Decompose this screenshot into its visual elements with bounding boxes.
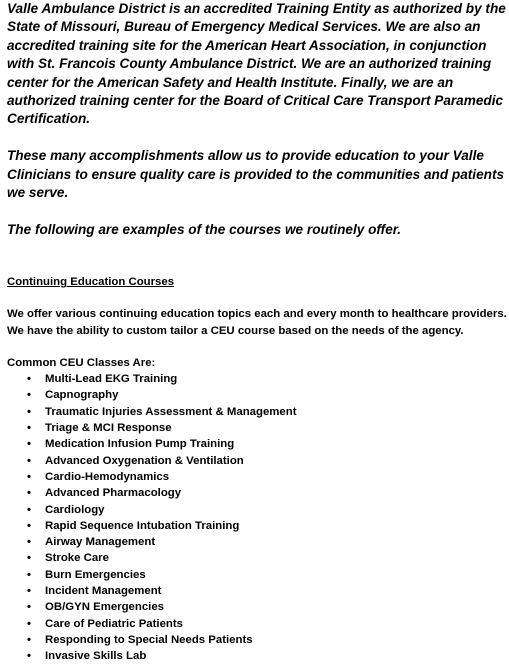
list-item (7, 502, 507, 518)
list-item (7, 567, 507, 583)
list-item (7, 469, 507, 485)
list-item (7, 420, 507, 436)
bullet-icon: • (27, 405, 31, 418)
bullet-icon: • (27, 389, 31, 402)
ceu-class-name: Burn Emergencies (45, 568, 146, 581)
list-item (7, 616, 507, 632)
bullet-icon: • (27, 601, 31, 614)
intro-paragraph-accreditation: Valle Ambulance District is an accredited Training Entity as authorized by the State of Missouri, Bureau of Emergency Medical Services. We are also an accredited training site for the American Heart Association, in conjunction with St. Francois County Ambulance District. We are an authorized training center for the American Safety and Health Institute. Finally, we are an authorized training center for the Board of Critical Care Transport Paramedic Certification. (7, 1, 506, 127)
bullet-icon: • (27, 650, 31, 663)
ceu-class-name: OB/GYN Emergencies (45, 601, 165, 614)
ceu-class-name: Cardio-Hemodynamics (45, 470, 170, 483)
ceu-class-name: Stroke Care (45, 552, 109, 565)
list-item (7, 599, 507, 615)
section-heading-continuing-education: Continuing Education Courses (7, 276, 175, 289)
bullet-icon: • (27, 552, 31, 565)
ceu-class-name: Advanced Pharmacology (45, 487, 182, 500)
ceu-class-name: Care of Pediatric Patients (45, 617, 184, 630)
bullet-icon: • (27, 422, 31, 435)
bullet-icon: • (27, 454, 31, 467)
ceu-class-name: Invasive Skills Lab (45, 650, 147, 663)
ceu-description: We offer various continuing education topics each and every month to healthcare providers. We have the ability to custom tailor a CEU course based on the needs of the agency. (7, 308, 507, 337)
ceu-class-name: Traumatic Injuries Assessment & Management (45, 405, 297, 418)
list-item (7, 485, 507, 501)
list-item (7, 436, 507, 452)
list-item (7, 453, 507, 469)
bullet-icon: • (27, 487, 31, 500)
bullet-icon: • (27, 438, 31, 451)
bullet-icon: • (27, 373, 31, 386)
bullet-icon: • (27, 568, 31, 581)
ceu-class-name: Responding to Special Needs Patients (45, 633, 253, 646)
list-item (7, 518, 507, 534)
list-item (7, 387, 507, 403)
bullet-icon: • (27, 585, 31, 597)
ceu-class-name: Incident Management (45, 585, 162, 597)
list-item (7, 632, 507, 648)
bullet-icon: • (27, 536, 31, 549)
list-item (7, 534, 507, 550)
list-item (7, 648, 507, 664)
bullet-icon: • (27, 503, 31, 516)
intro-paragraph-courses: The following are examples of the courses we routinely offer. (7, 221, 402, 237)
ceu-class-name: Advanced Oxygenation & Ventilation (45, 454, 244, 467)
ceu-class-name: Medication Infusion Pump Training (45, 438, 235, 451)
bullet-icon: • (27, 519, 31, 532)
bullet-icon: • (27, 470, 31, 483)
ceu-class-name: Triage & MCI Response (45, 422, 172, 435)
list-item (7, 583, 507, 599)
bullet-icon: • (27, 617, 31, 630)
ceu-class-name: Airway Management (45, 536, 156, 549)
list-item (7, 404, 507, 420)
intro-paragraph-accomplishments: These many accomplishments allow us to provide education to your Valle Clinicians to ensure quality care is provided to the communities and patients we serve. (7, 148, 505, 201)
list-item (7, 371, 507, 387)
list-item (7, 550, 507, 566)
ceu-class-name: Multi-Lead EKG Training (45, 373, 178, 386)
document-page (7, 0, 507, 664)
ceu-class-list (7, 371, 507, 664)
ceu-class-name: Cardiology (45, 503, 105, 516)
ceu-class-name: Rapid Sequence Intubation Training (45, 519, 240, 532)
ceu-class-name: Capnography (45, 389, 119, 402)
ceu-list-label: Common CEU Classes Are: (7, 356, 156, 369)
bullet-icon: • (27, 633, 31, 646)
